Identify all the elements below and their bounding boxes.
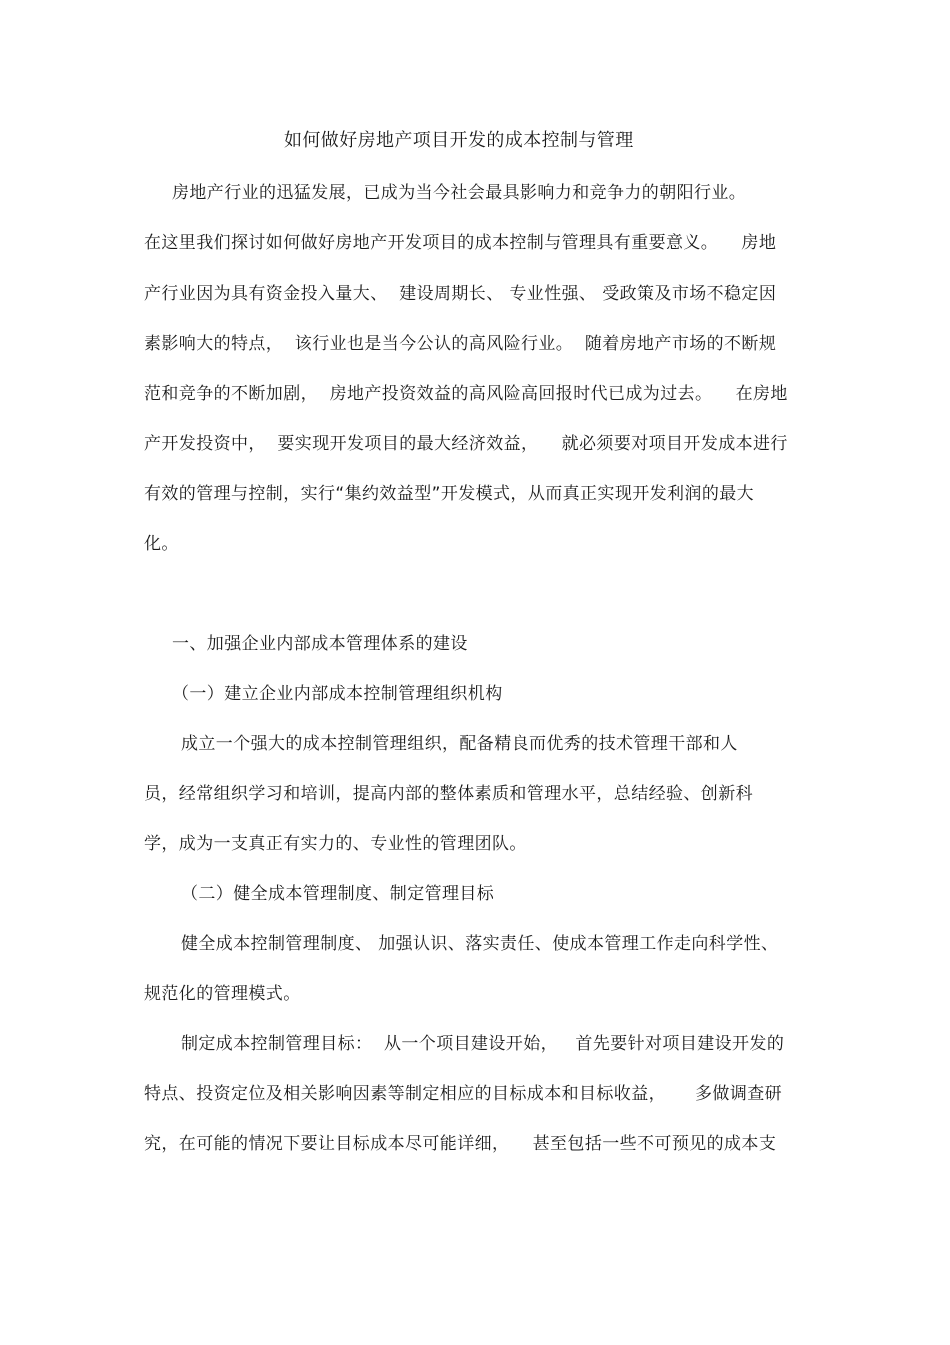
paragraph-line: 有效的管理与控制，实行“集约效益型”开发模式，从而真正实现开发利润的最大 [144, 484, 755, 504]
section-heading: 一、加强企业内部成本管理体系的建设 [172, 634, 468, 654]
paragraph-line: 产开发投资中， 要实现开发项目的最大经济效益， 就必须要对项目开发成本进行 [144, 434, 788, 454]
paragraph-line: 健全成本控制管理制度、 加强认识、落实责任、使成本管理工作走向科学性、 [181, 934, 779, 954]
paragraph-line: 特点、投资定位及相关影响因素等制定相应的目标成本和目标收益， 多做调查研 [144, 1084, 783, 1104]
paragraph-line: 规范化的管理模式。 [144, 984, 301, 1004]
subsection-heading: （二）健全成本管理制度、制定管理目标 [181, 884, 495, 904]
paragraph-line: 产行业因为具有资金投入量大、 建设周期长、 专业性强、 受政策及市场不稳定因 [144, 284, 777, 304]
paragraph-line: 化。 [144, 534, 179, 554]
paragraph-line: 制定成本控制管理目标： 从一个项目建设开始， 首先要针对项目建设开发的 [181, 1034, 785, 1054]
subsection-heading: （一）建立企业内部成本控制管理组织机构 [172, 684, 503, 704]
paragraph-line: 在这里我们探讨如何做好房地产开发项目的成本控制与管理具有重要意义。 房地 [144, 233, 777, 253]
paragraph-line: 员，经常组织学习和培训，提高内部的整体素质和管理水平，总结经验、创新科 [144, 784, 753, 804]
paragraph-line: 究，在可能的情况下要让目标成本尽可能详细， 甚至包括一些不可预见的成本支 [144, 1134, 777, 1154]
document-title: 如何做好房地产项目开发的成本控制与管理 [284, 130, 634, 151]
paragraph-line: 范和竞争的不断加剧， 房地产投资效益的高风险高回报时代已成为过去。 在房地 [144, 384, 788, 404]
paragraph-line: 成立一个强大的成本控制管理组织，配备精良而优秀的技术管理干部和人 [181, 734, 738, 754]
paragraph-line: 素影响大的特点， 该行业也是当今公认的高风险行业。 随着房地产市场的不断规 [144, 334, 777, 354]
paragraph-line: 房地产行业的迅猛发展，已成为当今社会最具影响力和竞争力的朝阳行业。 [172, 183, 747, 203]
paragraph-line: 学，成为一支真正有实力的、专业性的管理团队。 [144, 834, 527, 854]
